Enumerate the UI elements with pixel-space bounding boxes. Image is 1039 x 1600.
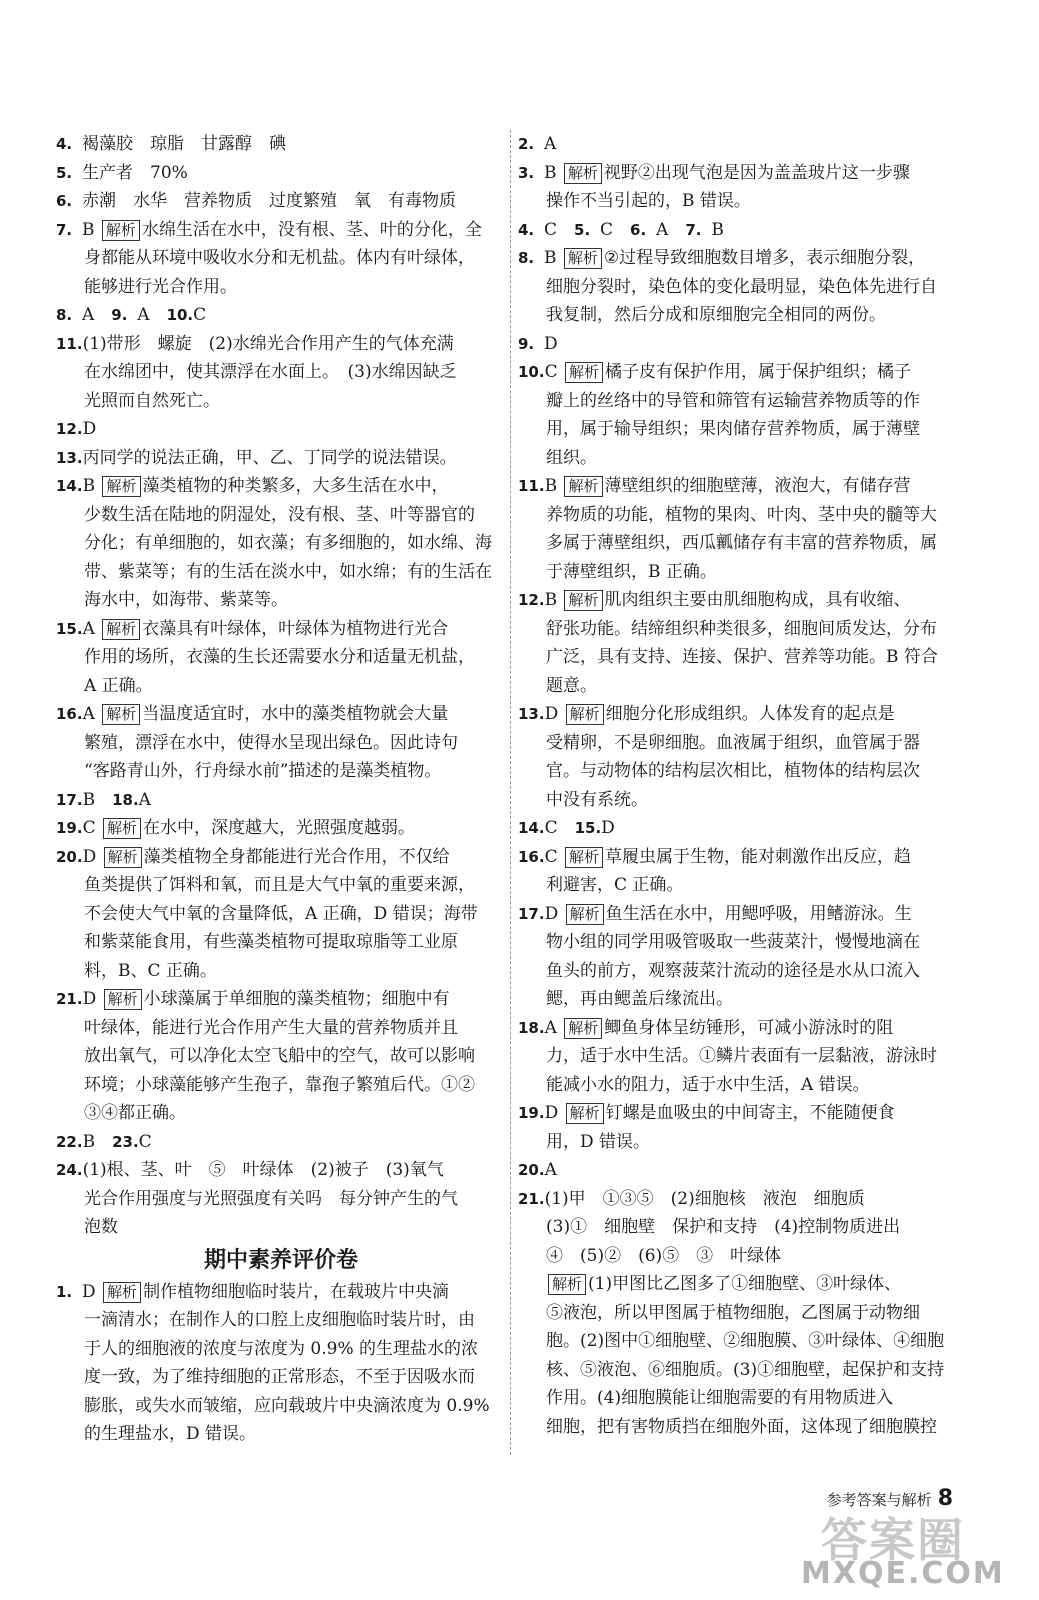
answer-line [518, 558, 717, 586]
answer-line [56, 814, 415, 842]
line-text: 舒张功能。结缔组织种类很多，细胞间质发达，分布 [546, 618, 937, 639]
analysis-tag: 解析 [564, 590, 602, 611]
answer-line [56, 187, 456, 215]
line-text: 当温度适宜时，水中的藻类植物就会大量 [142, 704, 449, 724]
line-text: 用，D 错误。 [546, 1131, 651, 1152]
answer-line [518, 700, 895, 728]
answer-line [56, 1363, 475, 1391]
answer-line [56, 1042, 475, 1070]
question-number: 5. [574, 220, 591, 239]
line-text: C [544, 846, 563, 867]
answer-line [56, 1335, 478, 1363]
question-number: 21. [518, 1189, 545, 1208]
answer-line [56, 672, 153, 700]
line-text: B [82, 476, 101, 496]
line-text: 力，适于水中生活。①鳞片表面有一层黏液，游泳时 [546, 1046, 937, 1066]
answer-line [518, 358, 911, 386]
answer-line [518, 501, 937, 529]
answer-line [518, 187, 751, 215]
line-text: A [656, 219, 686, 240]
line-text: 物小组的同学用吸管吸取一些菠菜汁，慢慢地滴在 [546, 932, 920, 952]
analysis-tag: 解析 [564, 248, 602, 269]
line-text: D [82, 989, 102, 1009]
line-text: 瓣上的丝络中的导管和筛管有运输营养物质等的作 [546, 390, 920, 411]
answer-line [518, 729, 920, 757]
answer-line [518, 1270, 901, 1298]
answer-line [518, 130, 556, 158]
answer-line [518, 757, 920, 785]
question-number: 8. [518, 249, 535, 267]
answer-line [56, 1014, 458, 1042]
answer-line [518, 387, 920, 415]
answer-line [56, 501, 475, 529]
line-text: ⑤液泡，所以甲图属于植物细胞，乙图属于动物细 [546, 1302, 920, 1323]
question-number: 20. [56, 847, 83, 866]
line-text: 水绵生活在水中，没有根、茎、叶的分化，全 [141, 219, 482, 240]
question-number: 7. [56, 220, 73, 239]
answer-line [518, 1213, 900, 1241]
line-text: A [82, 704, 101, 724]
answer-line [56, 1071, 475, 1099]
question-number: 10. [166, 306, 194, 324]
question-number: 4. [518, 220, 535, 239]
analysis-tag: 解析 [102, 220, 140, 241]
line-text: C [600, 219, 631, 240]
question-number: 18. [112, 790, 139, 809]
answer-line [56, 1306, 475, 1334]
line-text: 海水中，如海带、紫菜等。 [84, 590, 288, 610]
answer-line [56, 1128, 152, 1156]
line-text: C [544, 818, 575, 838]
answer-line [518, 301, 886, 329]
question-number: 17. [56, 790, 83, 809]
line-text: 度一致，为了维持细胞的正常形态，不至于因吸水而 [84, 1367, 475, 1387]
answer-line [56, 757, 441, 785]
line-text: A [544, 1017, 563, 1038]
line-text: D [544, 333, 558, 354]
answer-line [518, 444, 597, 472]
answer-line [56, 1420, 256, 1448]
line-text: 分化；有单细胞的，如衣藻；有多细胞的，如水绵、海 [84, 533, 492, 553]
analysis-tag: 解析 [566, 704, 604, 725]
line-text: 中没有系统。 [546, 789, 648, 810]
answer-line [56, 985, 450, 1013]
answer-line [518, 529, 937, 557]
line-text: 少数生活在陆地的阴湿处，没有根、茎、叶等器官的 [84, 504, 475, 525]
line-text: 藻类植物的种类繁多，大多生活在水中， [142, 476, 449, 496]
analysis-tag: 解析 [564, 1018, 602, 1039]
answer-line [56, 786, 151, 814]
line-text: 于人的细胞液的浓度与浓度为 0.9% 的生理盐水的浓 [84, 1338, 478, 1359]
line-text: 制作植物细胞临时装片，在载玻片中央滴 [143, 1281, 450, 1302]
line-text: 料，B、C 正确。 [84, 960, 217, 981]
answer-line [56, 1185, 458, 1213]
line-text: 光合作用强度与光照强度有关吗 每分钟产生的气 [84, 1188, 458, 1209]
line-text: 鱼类提供了饵料和氧，而且是大气中氧的重要来源， [84, 875, 475, 895]
answer-line [518, 871, 683, 899]
answer-line [56, 529, 492, 557]
answer-line [56, 330, 454, 358]
answer-line [518, 1014, 893, 1042]
line-text: B [82, 1131, 113, 1152]
line-text: B [711, 219, 724, 240]
question-number: 12. [518, 591, 545, 609]
answer-line [56, 928, 458, 956]
question-number: 19. [56, 819, 83, 837]
answer-line [518, 814, 615, 842]
line-text: 在水绵团中，使其漂浮在水面上。 (3)水绵因缺乏 [84, 362, 457, 382]
line-text: 题意。 [546, 675, 597, 696]
question-number: 2. [518, 135, 535, 153]
line-text: 褐藻胶 琼脂 甘露醇 碘 [82, 134, 286, 154]
line-text: (3)① 细胞壁 保护和支持 (4)控制物质进出 [546, 1217, 901, 1237]
question-number: 18. [518, 1018, 545, 1037]
line-text: (1)甲图比乙图多了①细胞壁、③叶绿体、 [588, 1274, 902, 1294]
answer-line [56, 900, 478, 928]
line-text: 肌肉组织主要由肌细胞构成，具有收缩、 [604, 590, 911, 610]
line-text: 草履虫属于生物，能对刺激作出反应，趋 [605, 846, 912, 867]
line-text: 利避害，C 正确。 [546, 875, 684, 895]
answer-line [518, 1099, 895, 1127]
question-number: 16. [518, 847, 545, 866]
answer-line [518, 472, 911, 500]
answer-line [56, 843, 450, 871]
line-text: 能减小水的阻力，适于水中生活，A 错误。 [546, 1074, 870, 1095]
analysis-tag: 解析 [102, 476, 140, 497]
line-text: 鳃，再由鳃盖后缘流出。 [546, 989, 733, 1009]
line-text: ③④都正确。 [84, 1103, 186, 1123]
column-divider [510, 130, 511, 1455]
question-number: 23. [112, 1132, 139, 1151]
answer-line [56, 159, 188, 187]
line-text: 用，属于输导组织；果肉储存营养物质，属于薄壁 [546, 419, 920, 439]
answer-line [518, 330, 558, 358]
question-number: 15. [574, 819, 602, 837]
line-text: C [82, 818, 101, 838]
question-number: 14. [518, 819, 545, 837]
answer-line [518, 273, 937, 301]
line-text: 鲫鱼身体呈纺锤形，可减小游泳时的阻 [604, 1017, 894, 1038]
answer-line [518, 216, 724, 244]
line-text: (1)甲 ①③⑤ (2)细胞核 液泡 细胞质 [544, 1188, 865, 1209]
line-text: 膨胀，或失水而皱缩，应向载玻片中央滴浓度为 0.9% [84, 1395, 490, 1416]
answer-line [56, 643, 475, 671]
analysis-tag: 解析 [548, 1274, 586, 1295]
line-text: 作用的场所，衣藻的生长还需要水分和适量无机盐， [84, 647, 475, 667]
question-number: 22. [56, 1132, 83, 1151]
analysis-tag: 解析 [564, 476, 602, 497]
answer-line [518, 1042, 937, 1070]
answer-line [56, 586, 288, 614]
answer-line [518, 843, 911, 871]
answer-line [518, 1185, 865, 1213]
line-text: 组织。 [546, 447, 597, 468]
question-number: 11. [518, 477, 545, 495]
question-number: 6. [630, 220, 647, 239]
line-text: D [544, 903, 564, 924]
answer-line [518, 985, 733, 1013]
line-text: 细胞分化形成组织。人体发育的起点是 [605, 704, 895, 724]
line-text: 鱼头的前方，观察菠菜汁流动的途径是水从口流入 [546, 960, 920, 981]
question-number: 4. [56, 135, 73, 153]
line-text: 藻类植物全身都能进行光合作用，不仅给 [143, 846, 450, 867]
question-number: 11. [56, 334, 83, 353]
answer-line [56, 387, 220, 415]
watermark-logo-text: 答案圈 [821, 1513, 965, 1567]
line-text: 视野②出现气泡是因为盖盖玻片这一步骤 [603, 162, 910, 183]
answer-line [518, 672, 597, 700]
analysis-tag: 解析 [564, 163, 602, 184]
question-number: 9. [518, 334, 535, 353]
analysis-tag: 解析 [103, 1282, 141, 1303]
line-text: 生产者 70% [82, 162, 188, 183]
line-text: 我复制，然后分成和原细胞完全相同的两份。 [546, 305, 886, 325]
line-text: 胞。(2)图中①细胞壁、②细胞膜、③叶绿体、④细胞 [546, 1331, 945, 1351]
line-text: 于薄壁组织，B 正确。 [546, 561, 717, 582]
line-text: 养物质的功能，植物的果肉、叶肉、茎中央的髓等大 [546, 504, 937, 525]
answer-line [518, 1156, 557, 1184]
answer-line [56, 130, 286, 158]
answer-line [56, 1213, 118, 1241]
line-text: D [544, 1103, 564, 1123]
line-text: 能够进行光合作用。 [84, 276, 237, 297]
answer-line [518, 1242, 781, 1270]
line-text: B [82, 789, 113, 810]
answer-line [518, 928, 920, 956]
analysis-tag: 解析 [103, 818, 141, 839]
line-text: (1)带形 螺旋 (2)水绵光合作用产生的气体充满 [82, 333, 454, 354]
line-text: A 正确。 [84, 675, 153, 696]
analysis-tag: 解析 [565, 362, 603, 383]
answer-line [56, 615, 448, 643]
question-number: 14. [56, 477, 83, 495]
watermark-url: MXQE.COM [801, 1556, 1005, 1591]
line-text: A [82, 618, 101, 639]
question-number: 13. [518, 705, 545, 723]
answer-line [56, 216, 482, 244]
line-text: C [544, 219, 575, 240]
question-number: 9. [111, 306, 128, 324]
line-text: 环境；小球藻能够产生孢子，靠孢子繁殖后代。①② [84, 1074, 475, 1095]
line-text: 核、⑤液泡、⑥细胞质。(3)①细胞壁，起保护和支持 [546, 1359, 945, 1380]
line-text: 的生理盐水，D 错误。 [84, 1424, 257, 1444]
answer-line [518, 244, 925, 272]
answer-line [56, 957, 217, 985]
question-number: 21. [56, 990, 83, 1008]
analysis-tag: 解析 [566, 904, 604, 925]
line-text: “客路青山外，行舟绿水前”描述的是藻类植物。 [84, 761, 442, 781]
question-number: 15. [56, 619, 83, 638]
line-text: 和紫菜能食用，有些藻类植物可提取琼脂等工业原 [84, 932, 458, 952]
line-text: 泡数 [84, 1217, 118, 1237]
analysis-tag: 解析 [102, 704, 140, 725]
line-text: A [544, 1160, 557, 1180]
line-text: B [544, 590, 563, 610]
answer-line [518, 615, 937, 643]
answer-line [56, 244, 475, 272]
answer-line [56, 729, 458, 757]
line-text: 钉螺是血吸虫的中间寄主，不能随便食 [605, 1103, 895, 1123]
question-number: 5. [56, 163, 73, 182]
answer-line [56, 871, 475, 899]
line-text: 繁殖，漂浮在水中，使得水呈现出绿色。因此诗句 [84, 732, 458, 753]
line-text: 受精卵，不是卵细胞。血液属于组织，血管属于器 [546, 732, 920, 753]
question-number: 20. [518, 1161, 545, 1179]
line-text: B [544, 248, 562, 268]
line-text: A [138, 789, 151, 810]
line-text: D [601, 818, 615, 838]
answer-line [518, 415, 920, 443]
line-text: 在水中，深度越大，光照强度越弱。 [143, 818, 416, 838]
analysis-tag: 解析 [566, 1103, 604, 1124]
line-text: 叶绿体，能进行光合作用产生大量的营养物质并且 [84, 1017, 458, 1038]
line-text: 衣藻具有叶绿体，叶绿体为植物进行光合 [142, 618, 449, 639]
line-text: 不会使大气中氧的含量降低，A 正确，D 错误；海带 [84, 903, 478, 924]
watermark-logo [791, 1504, 1021, 1594]
answer-line [56, 273, 237, 301]
answer-line [56, 301, 206, 329]
line-text: D [82, 846, 102, 867]
line-text: B [544, 476, 563, 496]
line-text: 薄壁组织的细胞壁薄，液泡大，有储存营 [604, 476, 911, 496]
analysis-tag: 解析 [565, 847, 603, 868]
question-number: 16. [56, 705, 83, 723]
line-text: A [82, 305, 112, 325]
answer-line [56, 1099, 186, 1127]
line-text: 橘子皮有保护作用，属于保护组织；橘子 [605, 362, 912, 382]
line-text: 赤潮 水华 营养物质 过度繁殖 氧 有毒物质 [82, 191, 456, 211]
answer-line [56, 444, 457, 472]
answer-line [518, 1413, 937, 1441]
answer-line [518, 1327, 944, 1355]
answer-line [518, 1128, 650, 1156]
question-number: 8. [56, 306, 73, 324]
line-text: 细胞，把有害物质挡在细胞外面，这体现了细胞膜控 [546, 1416, 937, 1437]
analysis-tag: 解析 [104, 989, 142, 1010]
line-text: 放出氧气，可以净化太空飞船中的空气，故可以影响 [84, 1046, 475, 1066]
line-text: 小球藻属于单细胞的藻类植物；细胞中有 [143, 989, 450, 1009]
line-text: A [544, 134, 557, 154]
line-text: D [82, 419, 97, 439]
line-text: 多属于薄壁组织，西瓜瓤储存有丰富的营养物质，属 [546, 533, 937, 553]
analysis-tag: 解析 [102, 619, 140, 640]
answer-line [56, 1278, 449, 1306]
line-text: C [138, 1131, 152, 1152]
line-text: (1)根、茎、叶 ⑤ 叶绿体 (2)被子 (3)氧气 [82, 1160, 444, 1180]
line-text: 光照而自然死亡。 [84, 390, 220, 411]
answer-line [56, 700, 448, 728]
line-text: 广泛，具有支持、连接、保护、营养等功能。B 符合 [546, 647, 938, 667]
line-text: 细胞分裂时，染色体的变化最明显，染色体先进行自 [546, 276, 937, 297]
answer-line [518, 900, 912, 928]
line-text: C [544, 362, 563, 382]
answer-line [518, 1299, 920, 1327]
line-text: ④ (5)② (6)⑤ ③ 叶绿体 [546, 1245, 782, 1266]
line-text: 一滴清水；在制作人的口腔上皮细胞临时装片时，由 [84, 1310, 475, 1330]
question-number: 24. [56, 1161, 83, 1179]
line-text: B [82, 219, 100, 240]
line-text: 作用。(4)细胞膜能让细胞需要的有用物质进入 [546, 1388, 894, 1408]
line-text: D [544, 704, 564, 724]
answer-line [518, 1356, 944, 1384]
analysis-tag: 解析 [104, 847, 142, 868]
line-text: 官。与动物体的结构层次相比，植物体的结构层次 [546, 761, 920, 781]
line-text: 丙同学的说法正确，甲、乙、丁同学的说法错误。 [82, 447, 457, 468]
line-text: 鱼生活在水中，用鳃呼吸，用鳍游泳。生 [605, 903, 912, 924]
answer-line [56, 358, 457, 386]
question-number: 1. [56, 1282, 73, 1301]
footer-label: 参考答案与解析 [826, 1491, 932, 1509]
answer-line [518, 1384, 893, 1412]
section-title: 期中素养评价卷 [203, 1247, 358, 1273]
question-number: 19. [518, 1104, 545, 1122]
answer-line [56, 415, 96, 443]
question-number: 13. [56, 448, 83, 467]
question-number: 6. [56, 192, 73, 210]
answer-line [518, 957, 920, 985]
line-text: C [193, 305, 207, 325]
line-text: 身都能从环境中吸收水分和无机盐。体内有叶绿体， [84, 248, 475, 268]
answer-line [518, 159, 910, 187]
answer-line [56, 1392, 490, 1420]
line-text: ②过程导致细胞数目增多，表示细胞分裂， [603, 248, 926, 268]
answer-line [518, 586, 911, 614]
line-text: B [544, 162, 562, 183]
question-number: 3. [518, 163, 535, 182]
line-text: 带、紫菜等；有的生活在淡水中，如水绵；有的生活在 [84, 561, 492, 582]
answer-line [518, 1071, 870, 1099]
answer-line [518, 786, 648, 814]
answer-line [56, 472, 449, 500]
question-number: 12. [56, 420, 83, 438]
line-text: 操作不当引起的，B 错误。 [546, 191, 751, 211]
answer-line [56, 558, 492, 586]
question-number: 7. [685, 220, 702, 239]
question-number: 10. [518, 363, 545, 381]
line-text: D [82, 1281, 102, 1302]
question-number: 17. [518, 904, 545, 923]
page-number: 8 [937, 1486, 953, 1511]
answer-line [518, 643, 938, 671]
line-text: A [137, 305, 167, 325]
answer-line [56, 1156, 444, 1184]
